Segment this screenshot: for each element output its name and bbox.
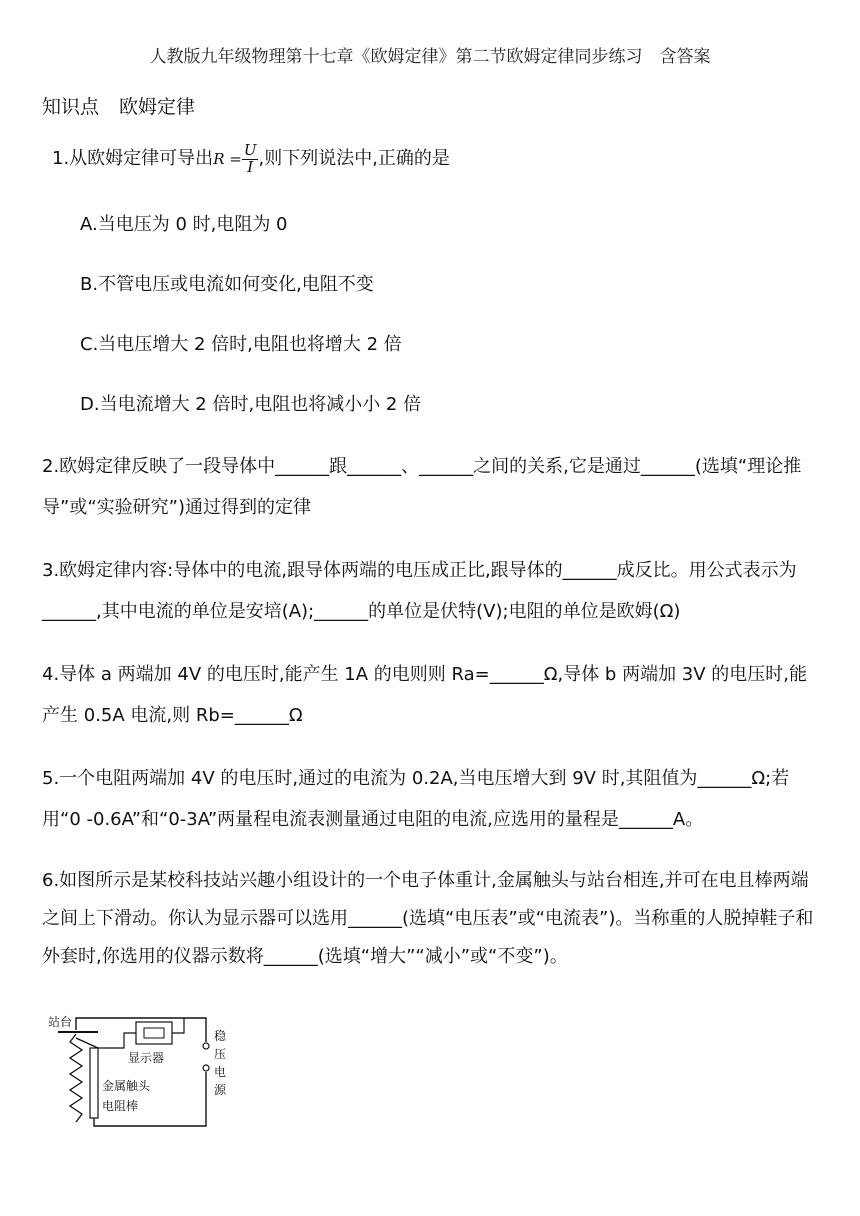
- question-1-option-b: B.不管电压或电流如何变化,电阻不变: [80, 274, 374, 295]
- display-wire-right: [172, 1018, 184, 1033]
- source-label-2: 压: [214, 1047, 227, 1061]
- section-label: 知识点: [42, 96, 100, 118]
- page-header: 人教版九年级物理第十七章《欧姆定律》第二节欧姆定律同步练习 含答案: [149, 47, 711, 67]
- display-device-icon: [136, 1022, 172, 1044]
- metal-contact: [76, 1038, 98, 1048]
- source-terminal-bottom: [203, 1065, 209, 1071]
- display-label: 显示器: [128, 1051, 165, 1065]
- source-label-1: 稳: [214, 1029, 227, 1043]
- section-name: 欧姆定律: [119, 96, 196, 118]
- source-terminal-top: [203, 1043, 209, 1049]
- formula-denominator: I: [247, 157, 254, 176]
- formula-numerator: U: [243, 140, 257, 159]
- display-wire-left: [98, 1033, 136, 1048]
- question-1-option-c: C.当电压增大 2 倍时,电阻也将增大 2 倍: [80, 334, 402, 355]
- contact-label: 金属触头: [102, 1079, 151, 1093]
- source-label-4: 源: [214, 1083, 227, 1097]
- section-heading: [42, 92, 195, 119]
- question-1-option-a: A.当电压为 0 时,电阻为 0: [80, 214, 288, 235]
- platform-label: 站台: [48, 1015, 73, 1029]
- resistance-rod: [90, 1048, 98, 1118]
- spring-icon: [70, 1034, 82, 1122]
- question-1-option-d: D.当电流增大 2 倍时,电阻也将减小小 2 倍: [80, 394, 422, 415]
- circuit-diagram: [36, 1008, 236, 1138]
- question-1-stem: [52, 142, 832, 176]
- question-3: 3.欧姆定律内容:导体中的电流,跟导体两端的电压成正比,跟导体的______成反比。用公式表示为______,其中电流的单位是安培(A);______的单位是伏特(V);电阻的单位是欧姆(Ω): [42, 560, 797, 623]
- question-2: 2.欧姆定律反映了一段导体中______跟______、______之间的关系,它是通过______(选填“理论推导”或“实验研究”)通过得到的定律: [42, 456, 802, 519]
- question-4: 4.导体 a 两端加 4V 的电压时,能产生 1A 的电则则 Ra=______Ω,导体 b 两端加 3V 的电压时,能产生 0.5A 电流,则 Rb=______Ω: [42, 664, 808, 727]
- formula-fraction: [242, 140, 259, 176]
- source-label-3: 电: [214, 1065, 227, 1079]
- question-5: 5.一个电阻两端加 4V 的电压时,通过的电流为 0.2A,当电压增大到 9V 时,其阻值为______Ω;若用“0 -0.6A”和“0-3A”两量程电流表测量通过电阻的电流,应选用的量程是______A。: [42, 768, 790, 831]
- question-6: 6.如图所示是某校科技站兴趣小组设计的一个电子体重计,金属触头与站台相连,并可在电且棒两端之间上下滑动。你认为显示器可以选用______(选填“电压表”或“电流表”)。当称重的人脱掉鞋子和外套时,你选用的仪器示数将______(选填“增大”“减小”或“不变”)。: [42, 870, 814, 967]
- rod-label: 电阻棒: [102, 1099, 139, 1113]
- question-1-suffix: ,则下列说法中,正确的是: [258, 148, 450, 169]
- question-1-prefix: 1.从欧姆定律可导出: [52, 148, 214, 169]
- formula-lhs: R =: [213, 150, 242, 168]
